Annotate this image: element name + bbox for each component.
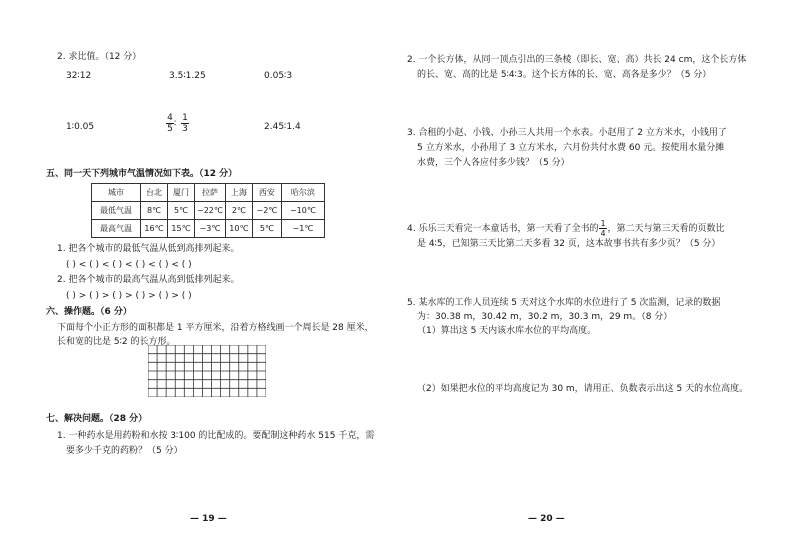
- ratio-item: 3.5∶1.25: [169, 71, 206, 81]
- r-q5-line1: 5. 某水库的工作人员连续 5 天对这个水库的水位进行了 5 次监测，记录的数据: [407, 298, 721, 308]
- table-cell: −22℃: [195, 202, 226, 220]
- r-q2-line1: 2. 一个长方体，从同一顶点引出的三条棱（即长、宽、高）共长 24 cm，这个长方体: [407, 55, 747, 65]
- table-row: [92, 184, 325, 202]
- table-cell: 最高气温: [92, 220, 141, 238]
- q2-title: 2. 求比值。（12 分）: [57, 52, 142, 62]
- table-header-cell: 哈尔滨: [281, 184, 324, 202]
- page-number: — 20 —: [528, 514, 565, 524]
- ratio-separator: ∶: [174, 119, 177, 129]
- q6-text-line2: 长和宽的比是 5∶2 的长方形。: [57, 337, 176, 347]
- table-header-cell: 西安: [252, 184, 281, 202]
- r-q2-line2: 的长、宽、高的比是 5∶4∶3。这个长方体的长、宽、高各是多少？（5 分）: [417, 70, 712, 80]
- table-cell: −1℃: [281, 220, 324, 238]
- fraction-denominator: 5: [167, 124, 173, 134]
- q5-title: 五、同一天下列城市气温情况如下表。（12 分）: [46, 169, 238, 179]
- answer-blanks: ( ) > ( ) > ( ) > ( ) > ( ) > ( ): [66, 291, 192, 301]
- ratio-item: 1∶0.05: [66, 122, 95, 132]
- r-q3-line1: 3. 合租的小赵、小钱、小孙三人共用一个水表。小赵用了 2 立方米水，小钱用了: [407, 128, 727, 138]
- q5-sub1: 1. 把各个城市的最低气温从低到高排列起来。: [57, 244, 240, 254]
- r-q5-line2: 为：30.38 m，30.42 m，30.2 m，30.3 m，29 m。（8 分）: [417, 312, 673, 322]
- square-grid: [148, 345, 266, 397]
- r-q5-sub2: （2）如果把水位的平均高度记为 30 m，请用正、负数表示出这 5 天的水位高度。: [417, 384, 749, 394]
- q7-title: 七、解决问题。（28 分）: [46, 414, 148, 424]
- table-cell: 2℃: [225, 202, 252, 220]
- r-q4-text-pre: 4. 乐乐三天看完一本童话书，第一天看了全书的: [407, 224, 599, 234]
- ratio-item: 0.05∶3: [264, 71, 293, 81]
- weather-table: [91, 183, 325, 238]
- table-cell: −2℃: [252, 202, 281, 220]
- table-cell: 最低气温: [92, 202, 141, 220]
- fraction-b: [181, 113, 189, 134]
- table-cell: 16℃: [141, 220, 168, 238]
- fraction-quarter: [599, 219, 606, 238]
- q7-1-line1: 1. 一种药水是用药粉和水按 3∶100 的比配成的。要配制这种药水 515 千克，需: [57, 431, 375, 441]
- table-header-cell: 上海: [225, 184, 252, 202]
- q5-sub2: 2. 把各个城市的最高气温从高到低排列起来。: [57, 275, 240, 285]
- table-cell: −3℃: [195, 220, 226, 238]
- table-cell: 5℃: [168, 202, 195, 220]
- table-row: [92, 202, 325, 220]
- table-header-cell: 厦门: [168, 184, 195, 202]
- fraction-denominator: 3: [182, 124, 188, 134]
- table-cell: 5℃: [252, 220, 281, 238]
- table-row: [92, 220, 325, 238]
- table-header-cell: 台北: [141, 184, 168, 202]
- r-q4-line2: 是 4∶5，已知第三天比第二天多看 32 页，这本故事书共有多少页？（5 分）: [417, 239, 721, 249]
- table-cell: 10℃: [225, 220, 252, 238]
- r-q3-line3: 水费，三个人各应付多少钱？（5 分）: [417, 158, 570, 168]
- r-q4-text-post: ，第二天与第三天看的页数比: [607, 224, 725, 234]
- q7-1-line2: 要多少千克的药粉？（5 分）: [66, 446, 183, 456]
- fraction-numerator: 1: [182, 113, 188, 123]
- fraction-a: [166, 113, 177, 134]
- ratio-item: 2.45∶1.4: [264, 122, 301, 132]
- fraction-numerator: 4: [167, 113, 173, 123]
- table-header-cell: 城市: [92, 184, 141, 202]
- r-q4-line1: [407, 219, 725, 238]
- page-number: — 19 —: [190, 514, 227, 524]
- ratio-item: 32∶12: [66, 71, 92, 81]
- table-cell: −10℃: [281, 202, 324, 220]
- table-cell: 8℃: [141, 202, 168, 220]
- right-page: [400, 0, 800, 560]
- r-q3-line2: 5 立方米水，小孙用了 3 立方米水，六月份共付水费 60 元。按使用水量分摊: [417, 143, 725, 153]
- q6-title: 六、操作题。（6 分）: [46, 307, 132, 317]
- table-cell: 15℃: [168, 220, 195, 238]
- fraction-denominator: 4: [600, 229, 606, 238]
- q6-text-line1: 下面每个小正方形的面积都是 1 平方厘米，沿着方格线画一个周长是 28 厘米，: [57, 323, 374, 333]
- fraction-numerator: 1: [600, 219, 606, 228]
- table-header-cell: 拉萨: [195, 184, 226, 202]
- answer-blanks: ( ) < ( ) < ( ) < ( ) < ( ) < ( ): [66, 260, 192, 270]
- r-q5-sub1: （1）算出这 5 天内该水库水位的平均高度。: [417, 326, 597, 336]
